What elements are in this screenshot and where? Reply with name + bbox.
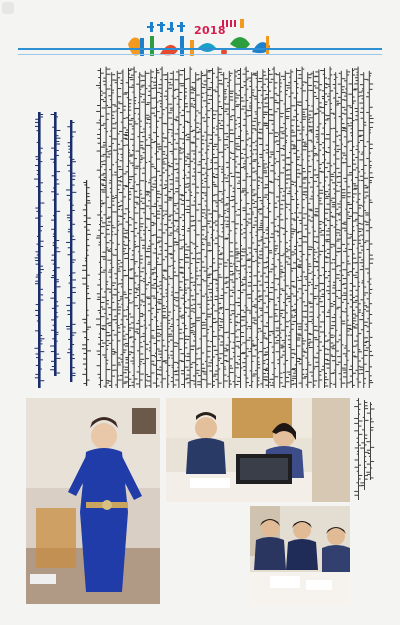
photo-woman-in-deel [26,398,160,604]
text-column [163,72,172,388]
text-column [264,68,273,388]
text-column [96,68,105,388]
text-column [225,71,234,388]
text-column [152,68,161,388]
text-column [180,68,189,388]
text-column [365,71,374,388]
text-column [208,68,217,388]
text-column [292,68,301,388]
text-column [197,71,206,388]
text-column [359,72,368,388]
text-column [236,68,245,388]
text-column [124,68,133,388]
photo-group-writing [250,506,350,606]
text-column [366,402,374,480]
text-column [102,67,111,388]
text-column [331,72,340,388]
text-column [147,69,156,388]
text-column [326,67,335,388]
text-column [130,67,139,388]
text-column [342,69,351,388]
photo-meeting-discussion [166,398,350,502]
text-column [141,71,150,388]
text-column [191,72,200,388]
text-column [174,69,183,388]
text-column [354,67,363,388]
text-column [242,67,251,388]
text-column [309,71,318,388]
text-column [118,69,127,388]
text-column [219,72,228,388]
text-column [281,71,290,388]
text-column [315,69,324,388]
text-column [34,112,44,388]
text-column [354,398,363,500]
text-column [135,72,144,388]
year-badge: 2018 [194,24,226,37]
text-column [50,112,60,376]
text-column [158,67,167,388]
text-column [66,120,76,382]
text-column [202,69,211,388]
text-column [259,69,268,388]
text-column [82,180,91,386]
